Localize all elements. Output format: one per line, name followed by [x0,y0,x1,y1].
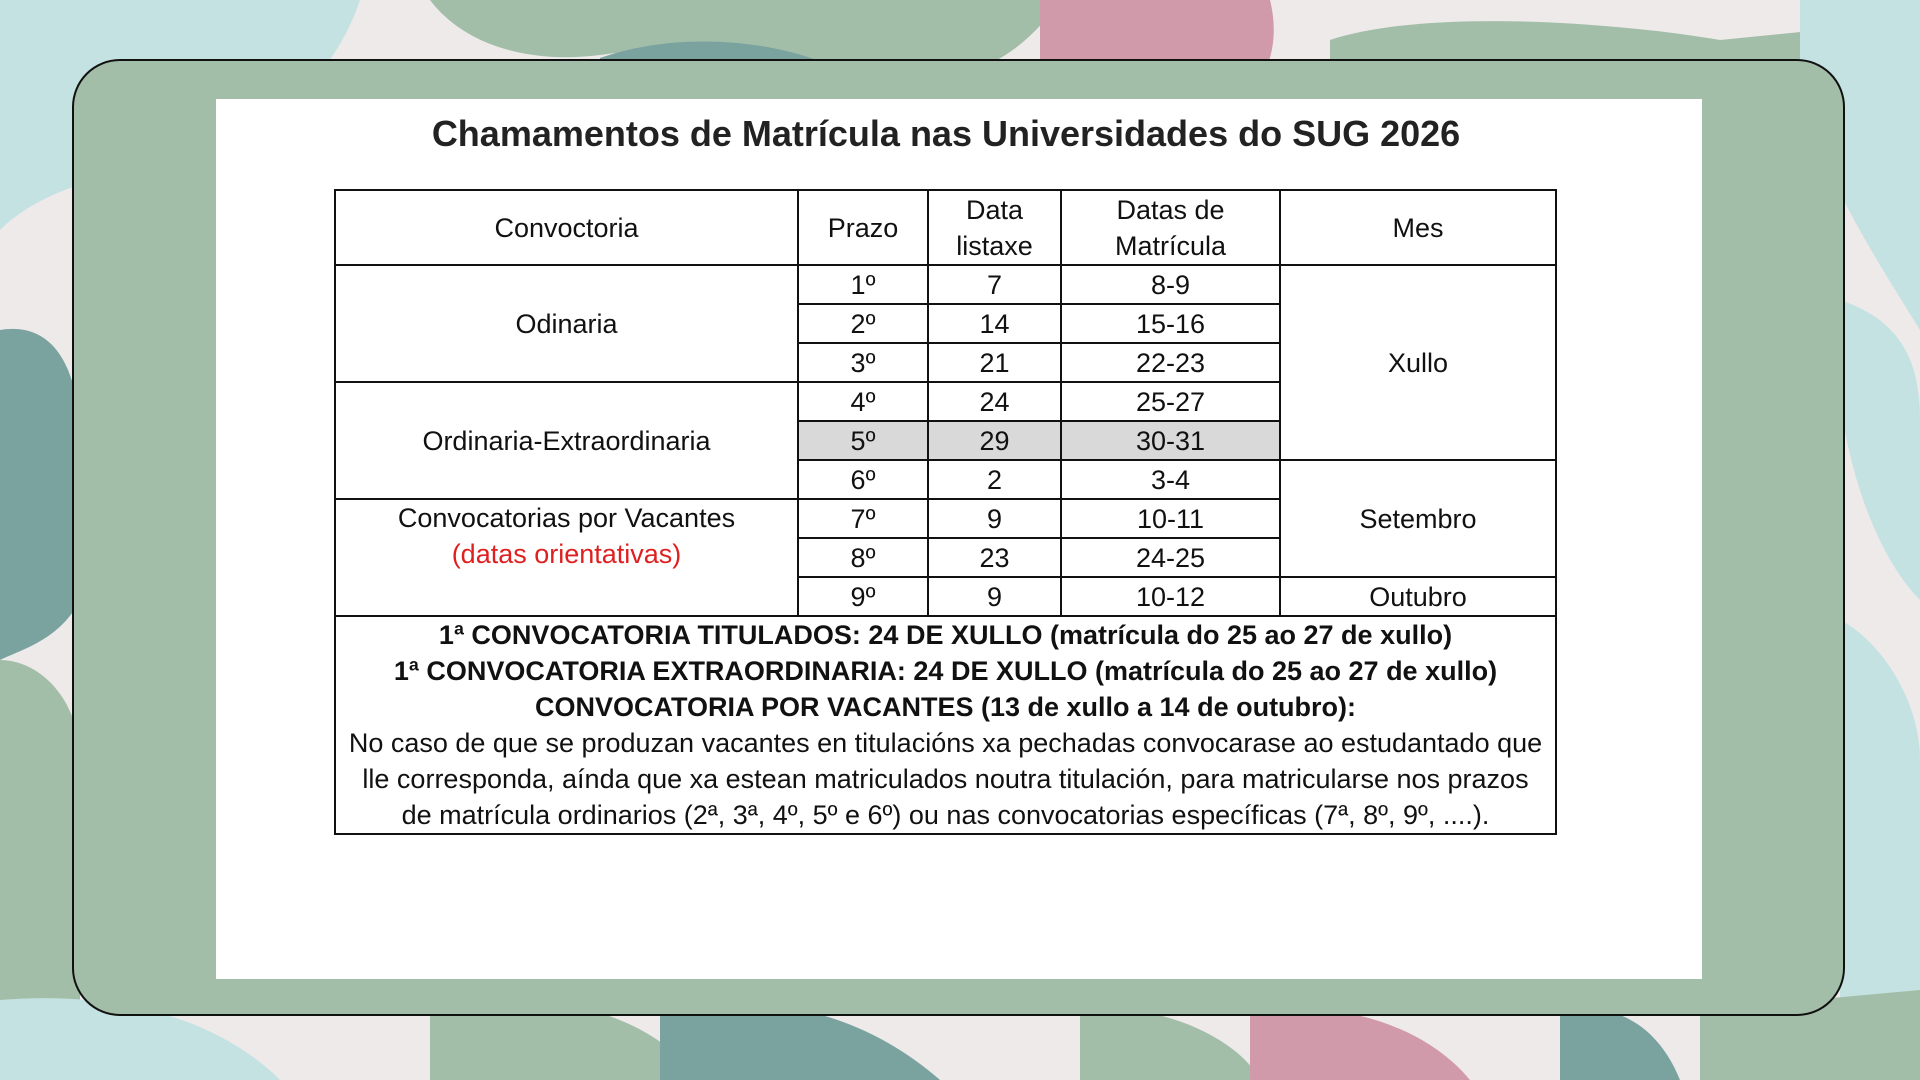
cell-prazo: 9º [798,577,928,616]
month-outubro: Outubro [1280,577,1556,616]
cell-prazo: 3º [798,343,928,382]
header-data-listaxe: Data listaxe [928,190,1061,265]
note-vacantes-text-3: de matrícula ordinarios (2ª, 3ª, 4º, 5º e 6º) ou nas convocatorias específicas (7ª, 8º, 9º, ....). [401,800,1490,830]
cell-matricula: 25-27 [1061,382,1280,421]
cell-matricula: 8-9 [1061,265,1280,304]
month-setembro: Setembro [1280,460,1556,577]
month-xullo: Xullo [1280,265,1556,460]
cell-prazo: 7º [798,499,928,538]
table-header-row [335,190,1556,265]
cell-matricula: 22-23 [1061,343,1280,382]
cell-prazo: 1º [798,265,928,304]
cell-listaxe: 2 [928,460,1061,499]
cell-prazo: 6º [798,460,928,499]
header-convocatoria: Convoctoria [335,190,798,265]
cell-matricula: 3-4 [1061,460,1280,499]
note-vacantes-heading: CONVOCATORIA POR VACANTES (13 de xullo a 14 de outubro): [534,692,1357,722]
group-vacantes-label: Convocatorias por Vacantes [397,503,736,533]
note-vacantes-text-1: No caso de que se produzan vacantes en titulacións xa pechadas convocarase ao estudantado que [348,728,1543,758]
note-titulados: 1ª CONVOCATORIA TITULADOS: 24 DE XULLO (matrícula do 25 ao 27 de xullo) [438,620,1453,650]
cell-listaxe: 7 [928,265,1061,304]
cell-listaxe: 14 [928,304,1061,343]
cell-matricula: 10-12 [1061,577,1280,616]
cell-prazo: 4º [798,382,928,421]
group-ordinaria-extraordinaria: Ordinaria-Extraordinaria [335,382,798,499]
cell-matricula: 30-31 [1061,421,1280,460]
group-vacantes-note: (datas orientativas) [451,539,682,569]
cell-listaxe: 21 [928,343,1061,382]
enrollment-schedule-table [334,189,1557,835]
page-title: Chamamentos de Matrícula nas Universidades do SUG 2026 [431,113,1461,154]
group-odinaria: Odinaria [335,265,798,382]
header-mes: Mes [1280,190,1556,265]
cell-listaxe: 24 [928,382,1061,421]
cell-listaxe: 9 [928,499,1061,538]
notes-cell [335,616,1556,834]
header-prazo: Prazo [798,190,928,265]
cell-prazo: 5º [798,421,928,460]
cell-matricula: 24-25 [1061,538,1280,577]
group-vacantes [335,499,798,616]
cell-prazo: 2º [798,304,928,343]
cell-prazo: 8º [798,538,928,577]
cell-listaxe: 23 [928,538,1061,577]
note-vacantes-text-2: lle corresponda, aínda que xa estean matriculados noutra titulación, para matricularse nos prazos [362,764,1529,794]
document-page [216,99,1702,979]
notes-row [335,616,1556,834]
header-datas-matricula: Datas de Matrícula [1061,190,1280,265]
cell-listaxe: 29 [928,421,1061,460]
cell-matricula: 15-16 [1061,304,1280,343]
note-extraordinaria: 1ª CONVOCATORIA EXTRAORDINARIA: 24 DE XULLO (matrícula do 25 ao 27 de xullo) [393,656,1498,686]
cell-matricula: 10-11 [1061,499,1280,538]
table-row [335,265,1556,304]
cell-listaxe: 9 [928,577,1061,616]
